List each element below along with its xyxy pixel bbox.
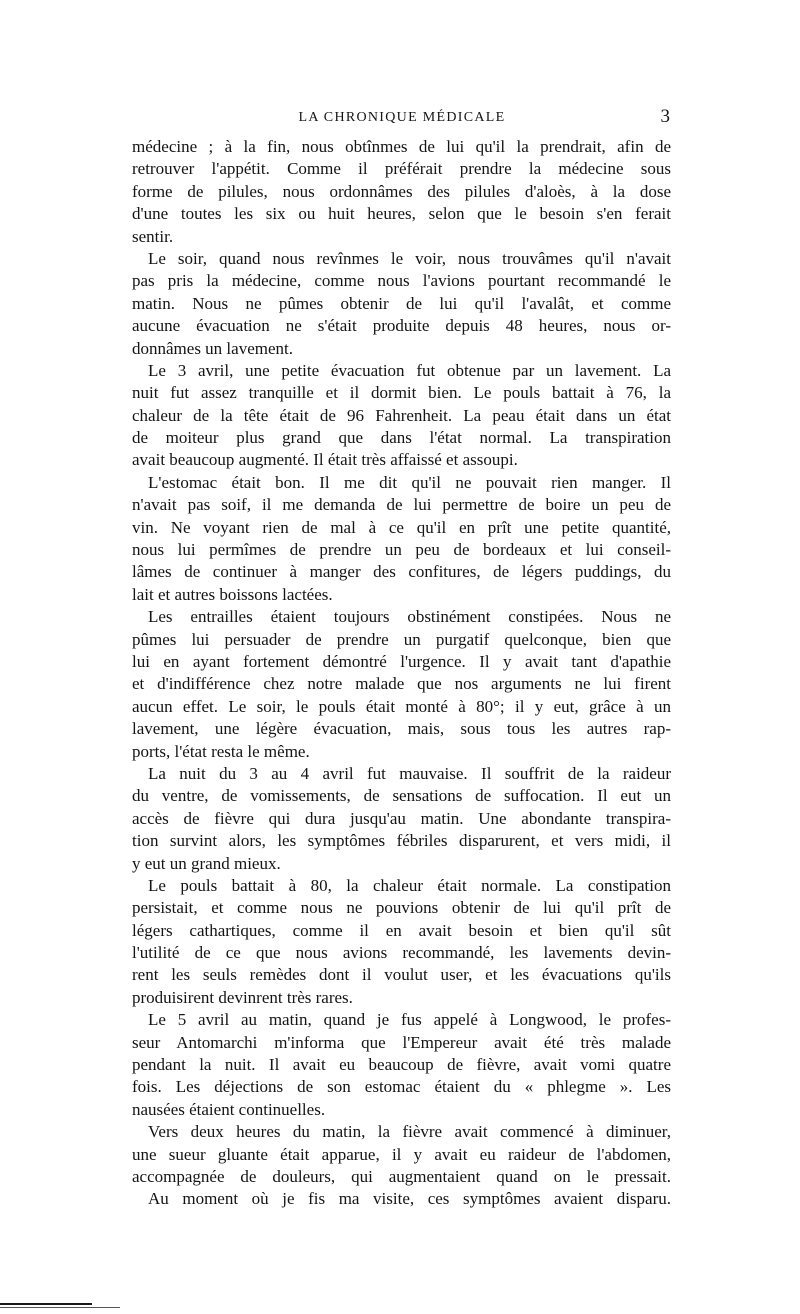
text-line: Vers deux heures du matin, la fièvre avait commencé à diminuer, (148, 1122, 671, 1142)
text-line: d'une toutes les six ou huit heures, selon que le besoin s'en ferait (132, 204, 671, 224)
text-line: matin. Nous ne pûmes obtenir de lui qu'il l'avalât, et comme (132, 293, 671, 313)
text-line: y eut un grand mieux. (132, 853, 281, 873)
running-head (132, 106, 672, 130)
page-number: 3 (660, 106, 670, 127)
text-line: lavement, une légère évacuation, mais, sous tous les autres rap- (132, 719, 671, 739)
text-line: seur Antomarchi m'informa que l'Empereur avait été très malade (132, 1032, 671, 1052)
text-line: du ventre, de vomissements, de sensations de suffocation. Il eut un (132, 786, 671, 806)
text-line: sentir. (132, 226, 174, 246)
text-line: nous lui permîmes de prendre un peu de bordeaux et lui conseil- (132, 540, 671, 560)
text-line: La nuit du 3 au 4 avril fut mauvaise. Il souffrit de la raideur (148, 763, 671, 783)
text-line: une sueur gluante était apparue, il y avait eu raideur de l'abdomen, (132, 1144, 671, 1164)
text-line: lui en ayant fortement démontré l'urgence. Il y avait tant d'apathie (132, 651, 671, 671)
text-line: aucun effet. Le soir, le pouls était monté à 80°; il y eut, grâce à un (132, 696, 671, 716)
body-text (132, 136, 671, 1211)
text-line: pûmes lui persuader de prendre un purgatif quelconque, bien que (132, 629, 671, 649)
text-line: nausées étaient continuelles. (132, 1099, 326, 1119)
scan-edge-mark (0, 1307, 120, 1308)
text-line: de moiteur plus grand que dans l'état normal. La transpiration (132, 428, 671, 448)
text-line: Les entrailles étaient toujours obstinément constipées. Nous ne (148, 607, 671, 627)
text-line: fois. Les déjections de son estomac étaient du « phlegme ». Les (132, 1077, 671, 1097)
text-line: nuit fut assez tranquille et il dormit bien. Le pouls battait à 76, la (132, 383, 671, 403)
text-line: aucune évacuation ne s'était produite depuis 48 heures, nous or- (132, 316, 671, 336)
text-line: pas pris la médecine, comme nous l'avions pourtant recommandé le (132, 271, 671, 291)
text-line: ports, l'état resta le même. (132, 741, 310, 761)
text-line: légers cathartiques, comme il en avait besoin et bien qu'il sût (132, 920, 671, 940)
text-line: n'avait pas soif, il me demanda de lui permettre de boire un peu de (132, 495, 671, 515)
text-line: avait beaucoup augmenté. Il était très affaissé et assoupi. (132, 450, 518, 470)
text-line: persistait, et comme nous ne pouvions obtenir de lui qu'il prît de (132, 898, 671, 918)
text-line: chaleur de la tête était de 96 Fahrenheit. La peau était dans un état (132, 405, 671, 425)
text-line: médecine ; à la fin, nous obtînmes de lui qu'il la prendrait, afin de (132, 137, 671, 156)
text-line: l'utilité de ce que nous avions recommandé, les lavements devin- (132, 943, 671, 963)
text-line: pendant la nuit. Il avait eu beaucoup de fièvre, avait vomi quatre (132, 1055, 671, 1075)
text-line: Au moment où je fis ma visite, ces symptômes avaient disparu. (148, 1189, 671, 1209)
text-line: lâmes de continuer à manger des confitures, de légers puddings, du (132, 562, 671, 582)
scan-edge-mark (0, 1303, 92, 1305)
text-line: tion survint alors, les symptômes fébriles disparurent, et vers midi, il (132, 831, 671, 851)
text-line: donnâmes un lavement. (132, 338, 293, 358)
text-line: accompagnée de douleurs, qui augmentaient quand on le pressait. (132, 1166, 671, 1186)
text-line: lait et autres boissons lactées. (132, 584, 333, 604)
running-title: LA CHRONIQUE MÉDICALE (298, 110, 506, 125)
text-line: produisirent devinrent très rares. (132, 987, 353, 1007)
text-line: Le 5 avril au matin, quand je fus appelé à Longwood, le profes- (148, 1010, 671, 1030)
text-line: retrouver l'appétit. Comme il préférait prendre la médecine sous (132, 159, 671, 179)
text-line: accès de fièvre qui dura jusqu'au matin. Une abondante transpira- (132, 808, 671, 828)
text-line: rent les seuls remèdes dont il voulut user, et les évacuations qu'ils (132, 965, 671, 985)
text-line: Le pouls battait à 80, la chaleur était normale. La constipation (148, 875, 671, 895)
text-line: L'estomac était bon. Il me dit qu'il ne pouvait rien manger. Il (148, 472, 671, 492)
text-line: vin. Ne voyant rien de mal à ce qu'il en prît une petite quantité, (132, 517, 671, 537)
text-line: forme de pilules, nous ordonnâmes des pilules d'aloès, à la dose (132, 181, 671, 201)
text-line: Le soir, quand nous revînmes le voir, nous trouvâmes qu'il n'avait (148, 248, 671, 268)
text-line: Le 3 avril, une petite évacuation fut obtenue par un lavement. La (148, 360, 671, 380)
text-line: et d'indifférence chez notre malade que nos arguments ne lui firent (132, 674, 671, 694)
